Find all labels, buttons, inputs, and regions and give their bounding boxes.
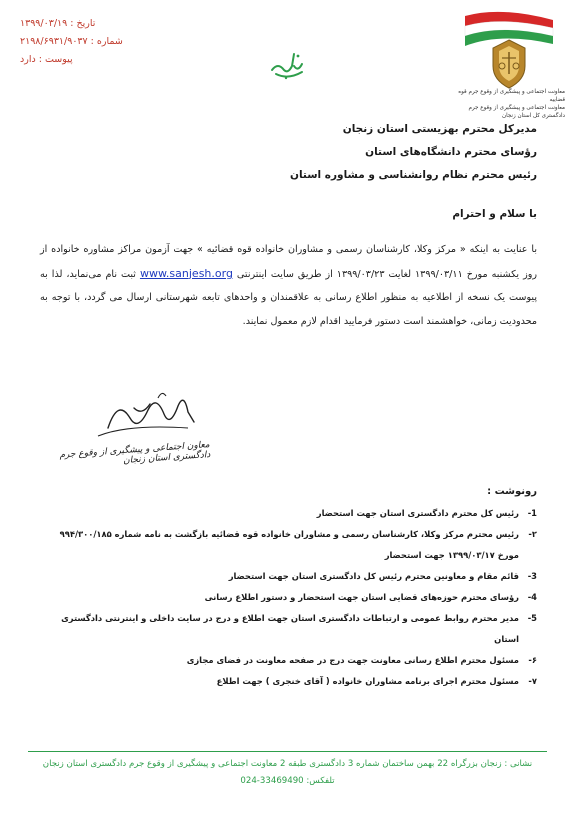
cc-item-text: رئیس محترم مرکز وکلا، کارشناسان رسمی و مشاوران خانواده قوه قضائیه بازگشت به نامه شماره ۹۹۴/۳۰۰/۱۸۵ مورخ ۱۳۹۹/۰۳/۱۷ جهت استحضار <box>59 529 519 560</box>
footer <box>28 756 547 790</box>
cc-item-text: مسئول محترم اطلاع رسانی معاونت جهت درج در صفحه معاونت در فضای مجازی <box>186 655 519 665</box>
attachment-value: دارد <box>20 54 36 65</box>
footer-phone-row <box>28 773 547 790</box>
logo-caption-line1: معاونت اجتماعی و پیشگیری از وقوع جرم قوه قضاییه <box>458 89 565 103</box>
cc-item-text: رئیس کل محترم دادگستری استان جهت استحضار <box>316 508 519 518</box>
number-row <box>20 33 180 51</box>
attachment-label: پیوست : <box>38 54 73 65</box>
letter-meta <box>20 15 180 69</box>
logo-caption-line2: معاونت اجتماعی و پیشگیری از وقوع جرم دادگستری کل استان زنجان <box>468 105 565 119</box>
addressee-2: رؤسای محترم دانشگاه‌های استان <box>365 146 537 158</box>
number-value: ۲۱۹۸/۶۹۳۱/۹۰۳۷ <box>20 36 88 47</box>
logo-caption <box>445 88 565 120</box>
body-part1: با عنایت به اینکه « مرکز وکلا، کارشناسان رسمی و مشاوران خانواده قوه قضائیه » جهت آزمون مراکز مشاوره خانواده از روز یکشنبه مورخ ۱۳۹۹/۰۳/۱۱ لغایت ۱۳۹۹/۰۳/۲۳ از طریق سایت اینترنتی <box>40 244 537 280</box>
cc-item <box>37 503 537 524</box>
cc-item-number: -۷ <box>528 676 537 686</box>
cc-item-number: -4 <box>527 592 537 602</box>
cc-item-text: قائم مقام و معاونین محترم رئیس کل دادگستری استان جهت استحضار <box>228 571 519 581</box>
footer-divider <box>28 751 547 752</box>
footer-phone-label: تلفکس: <box>306 776 335 786</box>
sanjesh-link[interactable]: www.sanjesh.org <box>139 266 233 280</box>
cc-item <box>37 608 537 650</box>
cc-item-text: رؤسای محترم حوزه‌های قضایی استان جهت استحضار و دستور اطلاع رسانی <box>204 592 519 602</box>
number-label: شماره : <box>90 36 123 47</box>
cc-item-number: -۲ <box>528 529 537 539</box>
cc-item <box>37 566 537 587</box>
cc-item-number: -1 <box>527 508 537 518</box>
cc-item-number: -۶ <box>528 655 537 665</box>
bismillah-emblem <box>268 44 308 84</box>
cc-item <box>37 671 537 692</box>
addressees <box>137 118 537 187</box>
cc-item <box>37 524 537 566</box>
footer-phone-value: 024-33469490 <box>240 776 304 786</box>
cc-item-text: مسئول محترم اجرای برنامه مشاوران خانواده ( آقای خنجری ) جهت اطلاع <box>216 676 519 686</box>
addressee-1: مدیرکل محترم بهزیستی استان زنجان <box>342 123 537 135</box>
body-part2: ثبت نام می‌نماید، لذا به پیوست یک نسخه از اطلاعیه به منظور اطلاع رسانی به علاقمندان و واحدهای تابعه شهرستانی ارسال می گردد، با توجه به محدودیت زمانی، خواهشمند است دستور فرمایید اقدام لازم معمول نمایند. <box>40 268 537 327</box>
signatory-title: معاون اجتماعی و پیشگیری از وقوع جرم دادگستری استان زنجان <box>59 440 211 467</box>
addressee-3: رئیس محترم نظام روانشناسی و مشاوره استان <box>290 169 537 181</box>
cc-item <box>37 587 537 608</box>
date-value: ۱۳۹۹/۰۳/۱۹ <box>20 18 68 29</box>
footer-address: نشانی : زنجان بزرگراه 22 بهمن ساختمان شماره 3 دادگستری طبقه 2 معاونت اجتماعی و پیشگیری از وقوع جرم دادگستری استان زنجان <box>42 759 533 769</box>
cc-title: رونوشت : <box>487 486 537 497</box>
cc-item-text: مدیر محترم روابط عمومی و ارتباطات دادگستری استان جهت اطلاع و درج در سایت داخلی و اینترنتی دادگستری استان <box>61 613 519 644</box>
date-row <box>20 15 180 33</box>
greeting: با سلام و احترام <box>452 208 537 220</box>
date-label: تاریخ : <box>70 18 96 29</box>
cc-item-number: -5 <box>527 613 537 623</box>
cc-item <box>37 650 537 671</box>
cc-list <box>37 503 537 692</box>
attachment-row <box>20 51 180 69</box>
cc-item-number: -3 <box>527 571 537 581</box>
letter-body <box>40 238 537 333</box>
